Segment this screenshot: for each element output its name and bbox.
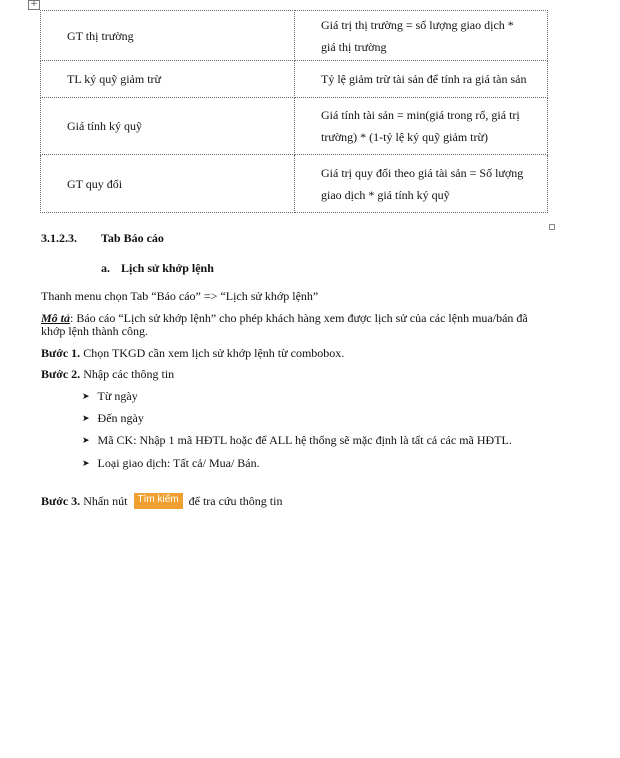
arrow-bullet-icon: ➤ <box>82 392 90 402</box>
description-line-2: khớp lệnh thành công. <box>41 324 148 338</box>
table-cell-term: GT thị trường <box>41 11 295 61</box>
table-cell-desc <box>295 98 548 155</box>
step-3-text-after: để tra cứu thông tin <box>185 494 283 508</box>
table-cell-term: TL ký quỹ giảm trừ <box>41 61 295 98</box>
step-3-label: Bước 3. <box>41 494 81 508</box>
desc-line: giá thị trường <box>321 39 387 54</box>
arrow-bullet-icon: ➤ <box>82 414 90 424</box>
step-1 <box>41 346 344 361</box>
menu-instruction: Thanh menu chọn Tab “Báo cáo” => “Lịch sử khớp lệnh” <box>41 289 319 303</box>
desc-line: Giá trị quy đổi theo giá tài sản = Số lượng <box>321 165 524 180</box>
step-2-label: Bước 2. <box>41 367 81 381</box>
table-row <box>41 11 548 61</box>
step-3-text-before: Nhấn nút <box>80 494 131 508</box>
desc-line: trường) * (1-tỷ lệ ký quỹ giảm trừ) <box>321 130 488 144</box>
table-cell-desc <box>295 155 548 213</box>
description-label: Mô tả <box>41 311 71 325</box>
list-item <box>82 456 260 471</box>
arrow-bullet-icon: ➤ <box>82 436 90 446</box>
desc-line: giao dịch * giá tính ký quỹ <box>321 187 450 202</box>
step-2 <box>41 367 174 382</box>
table-row <box>41 61 548 98</box>
step-2-text: Nhập các thông tin <box>80 367 175 381</box>
list-item-text: Từ ngày <box>97 389 138 403</box>
step-1-text: Chọn TKGD cần xem lịch sử khớp lệnh từ combobox. <box>80 346 345 360</box>
step-3 <box>41 494 282 512</box>
subsection-letter: a. <box>101 261 110 275</box>
list-item-text: Mã CK: Nhập 1 mã HĐTL hoặc để ALL hệ thống sẽ mặc định là tất cả các mã HĐTL. <box>97 433 512 447</box>
search-button[interactable]: Tìm kiếm <box>134 493 183 509</box>
arrow-bullet-icon: ➤ <box>82 459 90 469</box>
section-number: 3.1.2.3. <box>41 231 77 245</box>
list-item <box>82 433 512 448</box>
list-item-text: Loại giao dịch: Tất cả/ Mua/ Bán. <box>97 456 260 470</box>
definition-table <box>40 10 548 213</box>
table-cell-desc <box>295 61 548 98</box>
section-title: Tab Báo cáo <box>101 231 164 245</box>
list-item <box>82 389 138 404</box>
list-item-text: Đến ngày <box>97 411 144 425</box>
table-cell-desc <box>295 11 548 61</box>
table-move-handle[interactable]: + <box>28 0 40 10</box>
step-1-label: Bước 1. <box>41 346 81 360</box>
table-resize-handle[interactable] <box>549 224 555 230</box>
list-item <box>82 411 144 426</box>
table-cell-term: Giá tính ký quỹ <box>41 98 295 155</box>
subsection-title: Lịch sử khớp lệnh <box>121 261 214 275</box>
table-row <box>41 155 548 213</box>
table-row <box>41 98 548 155</box>
description-text: : Báo cáo “Lịch sử khớp lệnh” cho phép khách hàng xem được lịch sử của các lệnh mua/bán đã <box>70 311 528 325</box>
table-cell-term: GT quy đổi <box>41 155 295 213</box>
desc-line: Tỷ lệ giảm trừ tài sản để tính ra giá tàn sản <box>321 72 527 86</box>
desc-line: Giá trị thị trường = số lượng giao dịch * <box>321 17 514 32</box>
desc-line: Giá tính tài sản = min(giá trong rổ, giá trị <box>321 108 520 122</box>
